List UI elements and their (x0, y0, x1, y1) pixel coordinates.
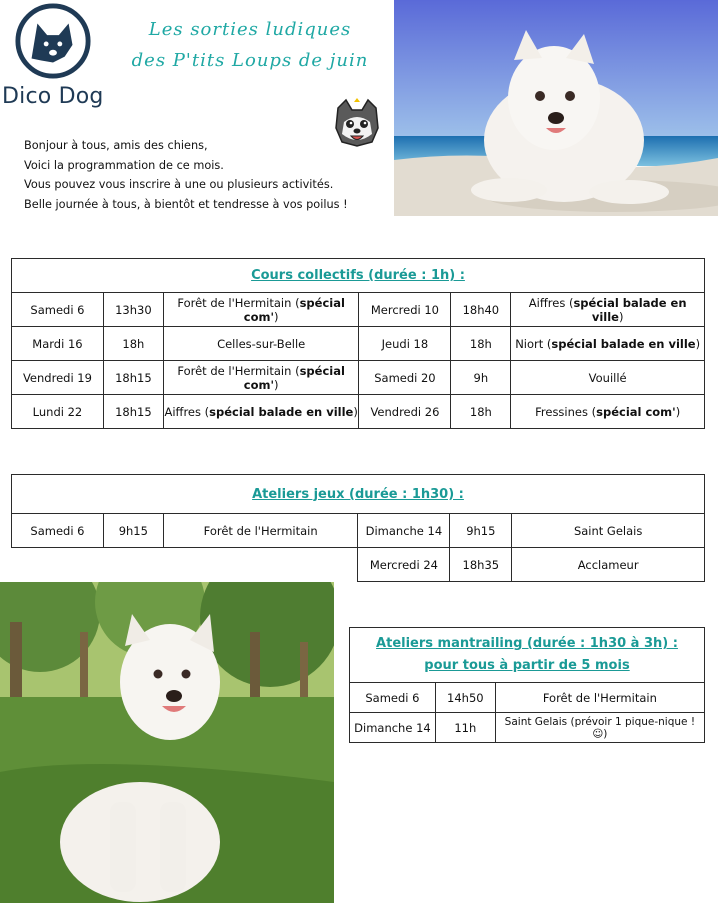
table-row (12, 395, 705, 429)
place-cell: Vouillé (511, 361, 705, 395)
place-cell: Fressines (spécial com') (511, 395, 705, 429)
intro-line: Voici la programmation de ce mois. (24, 158, 224, 172)
cours-collectifs-header (12, 259, 705, 293)
place-cell: Forêt de l'Hermitain (spécial com') (163, 293, 359, 327)
time-cell: 18h40 (451, 293, 511, 327)
intro-line: Belle journée à tous, à bientôt et tendresse à vos poilus ! (24, 197, 348, 211)
title-line-1: Les sorties ludiques (148, 19, 352, 40)
place-cell: Saint Gelais (512, 514, 705, 548)
intro-line: Bonjour à tous, amis des chiens, (24, 139, 208, 152)
date-cell: Dimanche 14 (358, 514, 450, 548)
mantrailing-header (350, 628, 705, 683)
date-cell: Samedi 20 (359, 361, 451, 395)
place-cell: Acclameur (512, 548, 705, 582)
page-title (110, 14, 390, 76)
table-row (12, 548, 705, 582)
time-cell: 18h15 (103, 395, 163, 429)
place-cell: Aiffres (spécial balade en ville) (511, 293, 705, 327)
title-line-2: des P'tits Loups de juin (131, 50, 369, 71)
cours-collectifs-table (11, 258, 705, 429)
date-cell: Jeudi 18 (359, 327, 451, 361)
date-cell: Vendredi 19 (12, 361, 104, 395)
mantrailing-subtitle: pour tous à partir de 5 mois (424, 658, 630, 673)
ateliers-jeux-table (11, 474, 705, 582)
cours-collectifs-title: Cours collectifs (durée : 1h) : (251, 268, 465, 283)
date-cell: Vendredi 26 (359, 395, 451, 429)
date-cell: Samedi 6 (12, 293, 104, 327)
table-row (12, 293, 705, 327)
empty-cell (163, 548, 358, 582)
date-cell: Mercredi 24 (358, 548, 450, 582)
place-cell: Forêt de l'Hermitain (spécial com') (163, 361, 359, 395)
time-cell: 18h (451, 327, 511, 361)
puppy-park-photo (0, 582, 334, 903)
place-cell: Forêt de l'Hermitain (163, 514, 358, 548)
time-cell: 13h30 (103, 293, 163, 327)
brand-name: Dico Dog (2, 84, 104, 109)
place-cell: Forêt de l'Hermitain (495, 683, 704, 713)
date-cell: Dimanche 14 (350, 713, 436, 743)
date-cell: Mardi 16 (12, 327, 104, 361)
puppy-beach-photo (394, 0, 718, 216)
table-row (12, 327, 705, 361)
dog-head-logo-icon (14, 2, 92, 80)
ateliers-mantrailing-table (349, 627, 705, 743)
date-cell: Lundi 22 (12, 395, 104, 429)
table-row (350, 683, 705, 713)
mantrailing-title: Ateliers mantrailing (durée : 1h30 à 3h) : (376, 636, 678, 651)
intro-text (24, 136, 364, 214)
place-cell: Aiffres (spécial balade en ville) (163, 395, 359, 429)
time-cell: 9h (451, 361, 511, 395)
time-cell: 18h15 (103, 361, 163, 395)
time-cell: 11h (435, 713, 495, 743)
date-cell: Mercredi 10 (359, 293, 451, 327)
time-cell: 9h15 (450, 514, 512, 548)
place-cell: Celles-sur-Belle (163, 327, 359, 361)
place-cell: Niort (spécial balade en ville) (511, 327, 705, 361)
ateliers-jeux-header (12, 475, 705, 514)
table-row (350, 713, 705, 743)
table-row (12, 361, 705, 395)
intro-line: Vous pouvez vous inscrire à une ou plusieurs activités. (24, 178, 334, 191)
empty-cell (103, 548, 163, 582)
ateliers-jeux-title: Ateliers jeux (durée : 1h30) : (252, 486, 464, 502)
time-cell: 18h35 (450, 548, 512, 582)
table-row (12, 514, 705, 548)
empty-cell (12, 548, 104, 582)
time-cell: 14h50 (435, 683, 495, 713)
time-cell: 18h (451, 395, 511, 429)
date-cell: Samedi 6 (12, 514, 104, 548)
date-cell: Samedi 6 (350, 683, 436, 713)
time-cell: 18h (103, 327, 163, 361)
time-cell: 9h15 (103, 514, 163, 548)
place-cell: Saint Gelais (prévoir 1 pique-nique ! ☺) (495, 713, 704, 743)
